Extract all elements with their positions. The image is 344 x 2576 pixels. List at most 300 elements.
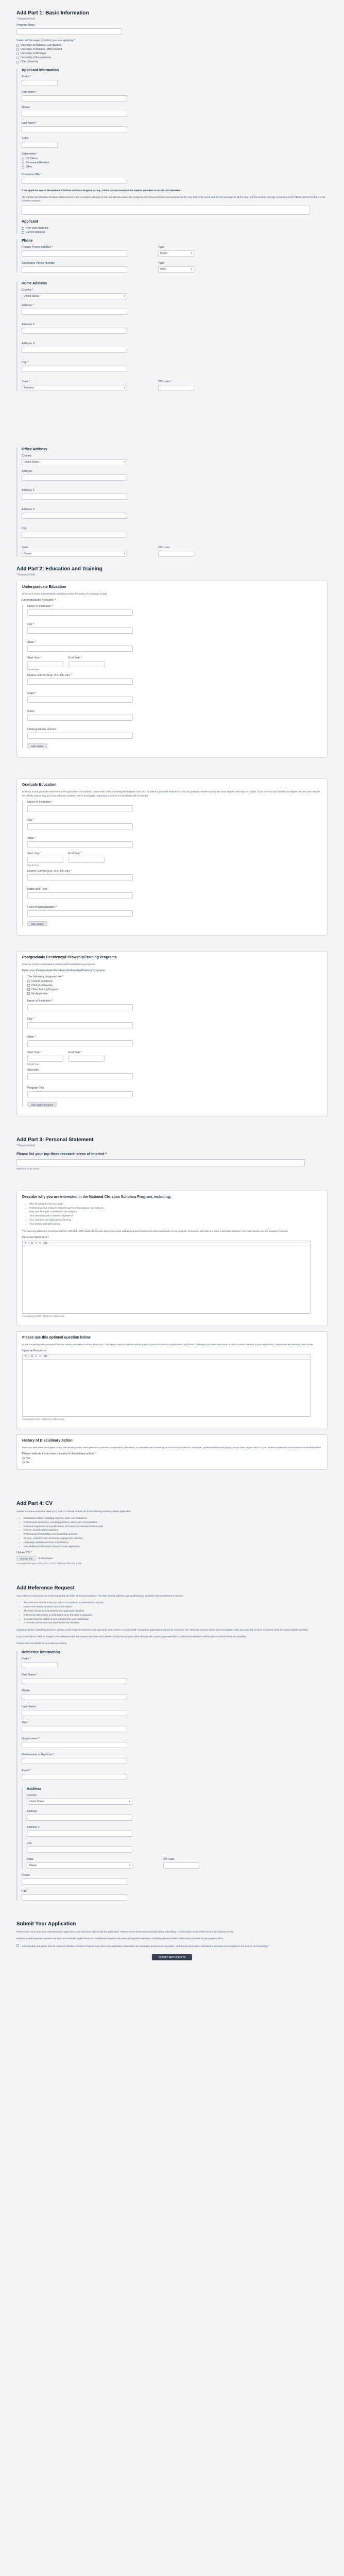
citizenship-radio[interactable] <box>22 166 24 168</box>
research-option[interactable] <box>27 992 322 995</box>
office-country-label: Country <box>22 454 32 458</box>
optional-card <box>16 1331 328 1429</box>
history-paragraph: Have you ever been the subject of any disciplinary action, been placed on probation, suspended, dismissed, or otherwise sanctioned by an educational institution, employer, professional licensing body, or any other organization? If yes, please explain the circumstances in the field below. <box>22 1446 321 1449</box>
history-option[interactable] <box>22 1457 322 1460</box>
middle-name-input[interactable] <box>22 111 127 117</box>
ref-title-input[interactable] <box>22 1726 127 1732</box>
research-checkbox[interactable] <box>27 984 30 987</box>
res-start-input[interactable] <box>27 1056 63 1062</box>
editor-toolbar <box>23 1241 310 1246</box>
citizenship-option-label: Other <box>26 165 32 168</box>
ug-city-label: City * <box>27 623 35 626</box>
prefix-input[interactable] <box>22 80 58 86</box>
toolbar-button[interactable]: ⌫ <box>43 1355 47 1359</box>
home-address-heading: Home Address <box>22 282 47 286</box>
grad-add-another-button[interactable]: Add Another <box>27 921 47 926</box>
citizenship-option[interactable] <box>22 161 328 164</box>
home-address1-input[interactable] <box>22 309 127 315</box>
ug-state-label: State * <box>27 641 36 645</box>
submit-button[interactable]: SUBMIT APPLICATION <box>152 1954 193 1960</box>
home-zip-input[interactable] <box>158 385 194 391</box>
part4-title: Add Part 4: CV <box>16 1500 53 1506</box>
cv-bullet: • Any additional information relevant to your application <box>24 1545 328 1549</box>
ref-phone-label: Phone <box>22 1873 30 1877</box>
statement-editor[interactable] <box>22 1241 311 1314</box>
primary-phone-type-select[interactable]: Home ▾ <box>158 250 194 257</box>
ug-minor-label: Minor <box>27 710 35 714</box>
home-state-select[interactable]: Alabama ▾ <box>22 385 127 391</box>
res-city-input[interactable] <box>27 1022 133 1028</box>
home-address2-input[interactable] <box>22 328 127 334</box>
secondary-phone-input[interactable] <box>22 266 127 273</box>
describe-bullets <box>22 1202 322 1226</box>
part1-section <box>16 10 328 557</box>
citizenship-option[interactable] <box>22 157 328 160</box>
ug-state-input[interactable] <box>27 646 133 652</box>
ref-address-fieldset <box>22 1787 328 1869</box>
office-address-fieldset <box>16 448 328 557</box>
part3-title: Add Part 3: Personal Statement <box>16 1137 94 1143</box>
first-name-input[interactable] <box>22 95 127 101</box>
ref-city-label: City <box>27 1841 32 1845</box>
grad-major-label: Major and Field <box>27 887 47 891</box>
grad-end-label: End Year * <box>68 852 82 855</box>
research-option-label: Clinical Fellowship <box>31 984 53 987</box>
history-question: Please indicate if you have a history of disciplinary action * <box>22 1452 96 1455</box>
ref-bullet: • A reminder will be sent one week before the deadline <box>24 1621 328 1625</box>
ref-paragraph-1: Important: Before submitting this form, please confirm that the reference has agreed to write a letter on your behalf. Incomplete applications will not be reviewed. The reference request will be sent immediately after you save this section, so please verify all contact details carefully. <box>16 1629 308 1632</box>
ref-address1-label: Address <box>27 1809 38 1813</box>
research-card <box>16 951 328 1116</box>
ref-last-input[interactable] <box>22 1710 127 1716</box>
describe-bullet: • Your service and faith journey <box>29 1222 322 1226</box>
apply-option[interactable] <box>16 44 328 47</box>
applicant-option-label: Prior year Applicant <box>26 227 48 230</box>
chevron-down-icon: ▾ <box>124 461 125 464</box>
ref-intro: Your reference will receive an email requesting the letter of recommendation. The letter should address your qualifications, potential and commitment to service. <box>16 1595 184 1598</box>
cv-bullets <box>16 1516 328 1548</box>
interest-input[interactable] <box>16 1159 305 1166</box>
suffix-label: Suffix <box>22 137 29 140</box>
optional-heading: Please use this optional question below <box>22 1335 91 1340</box>
ug-start-label: Start Year * <box>27 656 42 660</box>
res-inst-label: Name of Institution * <box>27 999 53 1003</box>
no-file-text: No file chosen <box>38 1557 53 1560</box>
undergrad-instructions: Enter up to three undergraduate institutions below for review of exchange of data. <box>22 592 108 596</box>
res-state-label: State * <box>27 1035 36 1039</box>
phone-fieldset <box>16 239 328 273</box>
citizenship-radio[interactable] <box>22 158 24 160</box>
ref-state-label: State <box>27 1857 33 1861</box>
primary-phone-label: Primary Phone Number * <box>22 246 54 249</box>
toolbar-button[interactable]: I <box>28 1355 29 1359</box>
office-address3-input[interactable] <box>22 513 127 519</box>
suffix-input[interactable] <box>22 142 58 148</box>
chevron-down-icon: ▾ <box>129 1863 130 1867</box>
research-options-label: The following programs are * <box>27 975 64 978</box>
applicant-option[interactable] <box>22 231 328 234</box>
research-checkbox[interactable] <box>27 980 30 982</box>
chevron-down-icon: ▾ <box>129 1800 130 1803</box>
applicant-checkbox[interactable] <box>22 231 24 234</box>
grad-start-input[interactable] <box>27 857 63 863</box>
grad-heading: Graduate Education <box>22 783 57 787</box>
ref-paragraph-2: If you would like to make a change to the reference after the request has been sent, please contact the program office directly. We cannot guarantee that a replacement reference will be able to submit before the deadline. <box>16 1635 247 1638</box>
ref-bullet: • You may track the status of your request from your dashboard <box>24 1617 328 1621</box>
citizenship-label: Citizenship * <box>22 152 38 156</box>
office-city-input[interactable] <box>22 532 127 538</box>
optional-textarea[interactable] <box>23 1360 310 1416</box>
program-input[interactable] <box>16 28 122 35</box>
cv-bullet: • Languages spoken and level of proficiency <box>24 1540 328 1545</box>
ack-checkbox[interactable] <box>16 1944 19 1947</box>
ug-city-input[interactable] <box>27 628 133 634</box>
research-options <box>27 980 322 995</box>
ref-relationship-input[interactable] <box>22 1758 127 1764</box>
ref-bullets <box>16 1601 328 1625</box>
history-option-label: Yes <box>26 1456 31 1460</box>
describe-paragraph: The personal statement should be between 500 and 1,000 words. Be specific about your goals and avoid general statements that could apply to any program. Reviewers will look for a clear connection between your experiences and the program's mission. <box>22 1229 289 1232</box>
ref-org-label: Organization * <box>22 1737 40 1740</box>
ref-relationship-label: Relationship to Applicant * <box>22 1753 55 1756</box>
home-address1-label: Address * <box>22 304 34 308</box>
grad-degree-input[interactable] <box>27 874 133 880</box>
phone-heading: Phone <box>22 239 33 243</box>
research-checkbox[interactable] <box>27 992 30 995</box>
research-checkbox[interactable] <box>27 988 30 991</box>
ref-bullet: • The letter should be submitted by the application deadline <box>24 1609 328 1613</box>
optional-paragraph: Is there anything else you would like the review committee to know about you? This space may be used to explain gaps in your education or employment, significant challenges you have overcome, or other context relevant to your application. Responses are limited to 500 words. <box>22 1343 314 1346</box>
undergrad-label: Undergraduate Institution * <box>22 599 56 602</box>
describe-bullet: • Your previous work in relevant experience <box>29 1214 322 1218</box>
grad-field-label: Field of Specialization * <box>27 905 57 909</box>
ug-end-input[interactable] <box>68 661 105 667</box>
secondary-phone-label: Secondary Phone Number <box>22 262 55 265</box>
home-address-fieldset <box>16 282 328 391</box>
res-end-input[interactable] <box>68 1056 105 1062</box>
ug-inst-label: Name of Institution * <box>27 605 53 608</box>
apply-checkbox[interactable] <box>16 53 19 55</box>
ug-add-another-button[interactable]: Add Another <box>27 743 47 748</box>
ug-honors-input[interactable] <box>27 733 133 739</box>
statement-label: Personal Statement * <box>22 1235 49 1239</box>
interest-question: Please list your top three research areas of interest * <box>16 1152 107 1156</box>
ref-email-label: Email * <box>22 1769 31 1772</box>
required-note: * Required Field <box>16 18 35 21</box>
choose-file-button[interactable]: Choose File <box>16 1556 36 1561</box>
chevron-down-icon: ▾ <box>191 268 192 272</box>
ug-minor-input[interactable] <box>27 715 133 721</box>
applicant-options <box>22 227 328 234</box>
grad-major-input[interactable] <box>27 892 133 899</box>
toolbar-button[interactable]: I <box>28 1242 29 1245</box>
ug-month-hint: Month/Year <box>27 668 39 671</box>
apply-options <box>16 44 328 63</box>
pronouns-input[interactable] <box>22 178 127 184</box>
submit-section <box>16 1921 328 1960</box>
res-title-label: Program Title <box>27 1086 44 1090</box>
toolbar-button[interactable]: B <box>25 1355 27 1359</box>
history-options <box>22 1457 322 1464</box>
ref-country-select[interactable]: United States ▾ <box>27 1799 132 1805</box>
citizenship-option[interactable] <box>22 165 328 168</box>
part5-section <box>16 1585 328 1900</box>
grad-start-label: Start Year * <box>27 852 42 855</box>
office-address1-label: Address <box>22 470 32 473</box>
ug-major-label: Major * <box>27 692 37 696</box>
toolbar-button[interactable]: ≡ <box>35 1242 37 1245</box>
office-address2-label: Address 2 <box>22 489 35 493</box>
describe-card <box>16 1191 328 1326</box>
ref-first-input[interactable] <box>22 1678 127 1684</box>
res-start-label: Start Year * <box>27 1050 42 1054</box>
res-specialty-input[interactable] <box>27 1073 133 1079</box>
chevron-down-icon: ▾ <box>124 295 125 298</box>
ref-zip-label: ZIP code <box>163 1857 175 1861</box>
chevron-down-icon: ▾ <box>124 552 125 556</box>
ug-degree-input[interactable] <box>27 679 133 685</box>
ref-bullet: • Letters from family members are not accepted <box>24 1605 328 1609</box>
res-inst-input[interactable] <box>27 1004 133 1010</box>
citizenship-radio[interactable] <box>22 162 24 164</box>
research-option[interactable] <box>27 984 322 987</box>
editor-toolbar <box>23 1354 310 1360</box>
last-name-label: Last Name * <box>22 122 38 125</box>
grad-state-input[interactable] <box>27 841 133 848</box>
cv-bullet: • Professional memberships and leadership activities <box>24 1532 328 1536</box>
applicant-info-fieldset <box>16 69 328 234</box>
ug-major-input[interactable] <box>27 697 133 703</box>
ref-fax-input[interactable] <box>22 1894 127 1901</box>
apply-option[interactable] <box>16 56 328 59</box>
office-state-select[interactable]: Please ▾ <box>22 551 127 557</box>
office-city-label: City <box>22 527 27 531</box>
ref-middle-input[interactable] <box>22 1694 127 1700</box>
office-address-heading: Office Address <box>22 448 47 452</box>
cv-bullet: • Service, volunteer and community engagement activities <box>24 1536 328 1540</box>
middle-name-label: Middle <box>22 106 30 109</box>
history-heading: History of Disciplinary Action <box>22 1438 73 1443</box>
ref-heading: Reference Information <box>22 1650 60 1654</box>
pronouns-label: Pronouns Title * <box>22 173 42 176</box>
ref-last-label: Last Name * <box>22 1705 38 1708</box>
prior-question: If the applicant was in the National Christian Scholars Program or, e.g., CEMS, are you known to be student president or an old LDS Resident * <box>22 189 182 192</box>
history-option[interactable] <box>22 1461 322 1464</box>
describe-bullet: • Why this program fits your goals <box>29 1202 322 1206</box>
grad-end-input[interactable] <box>68 857 105 863</box>
submit-paragraph-1: Please Note: Once you have submitted your application, you will not be able to edit the application. Please review all sections carefully before submitting. A confirmation email will be sent to the address on file. <box>16 1930 234 1933</box>
cv-bullet: • Educational history, including degrees, dates and institutions <box>24 1516 328 1520</box>
describe-bullet: • How your strengths contribute to the program <box>29 1210 322 1214</box>
toolbar-button[interactable]: B <box>25 1242 27 1245</box>
research-option-label: Not Applicable <box>31 992 48 995</box>
applicant-option-label: Current Applicant <box>26 231 46 234</box>
grad-city-input[interactable] <box>27 823 133 829</box>
office-address1-input[interactable] <box>22 474 127 481</box>
ref-title-label: Title * <box>22 1721 29 1724</box>
grad-month-hint: Month/Year <box>27 863 39 867</box>
first-name-label: First Name * <box>22 91 38 94</box>
ref-zip-input[interactable] <box>163 1862 199 1869</box>
ref-phone-input[interactable] <box>22 1878 127 1885</box>
home-country-select[interactable]: United States ▾ <box>22 293 127 299</box>
apply-option-label: University of Michigan <box>21 52 46 55</box>
apply-option-label: University of Alabama, MBA Student <box>21 48 62 51</box>
applicant-info-heading: Applicant Information <box>22 69 59 72</box>
ref-prefix-label: Prefix * <box>22 1657 31 1660</box>
apply-option-label: University of Alabama, Law Student <box>21 44 61 47</box>
ref-bullet: • The reference should know you well in an academic or professional capacity <box>24 1601 328 1605</box>
toolbar-button[interactable]: ≔ <box>39 1242 42 1245</box>
describe-bullet: • Your character and approach to serving <box>29 1218 322 1222</box>
chevron-down-icon: ▾ <box>124 386 125 390</box>
apply-option-label: Ohio University <box>21 60 38 63</box>
apply-option-label: University of Pennsylvania <box>21 56 51 59</box>
applicant-option[interactable] <box>22 227 328 230</box>
describe-bullet: • Professional and research interests and how this program can help you <box>29 1206 322 1210</box>
apply-option[interactable] <box>16 60 328 63</box>
grad-instructions: Enter up to four graduate institutions in the graduate school above. Leave each of the remaining fields blank if you did not attend a graduate institution or did not graduate. Please specify the exact degree and major or majors. If you have not yet finished the degree, the last year may be set. Briefly explain why you have attended another, even if incomplete. Applications that do not list details will be rejected. <box>22 790 320 797</box>
prior-input[interactable] <box>22 206 310 215</box>
res-state-input[interactable] <box>27 1040 133 1046</box>
home-city-label: City * <box>22 361 29 365</box>
history-radio[interactable] <box>22 1461 25 1464</box>
applying-question: Select all the ways by which you are applying * <box>16 39 76 42</box>
ug-honors-label: Undergraduate Honors <box>27 728 56 732</box>
optional-label: Optional Response <box>22 1349 46 1352</box>
toolbar-button[interactable]: ⌫ <box>43 1242 47 1245</box>
statement-textarea[interactable] <box>23 1246 310 1313</box>
ref-address2-input[interactable] <box>27 1831 132 1837</box>
ref-prefix-input[interactable] <box>22 1662 58 1668</box>
history-option-label: No <box>26 1461 30 1464</box>
ref-org-input[interactable] <box>22 1742 127 1748</box>
ref-country-label: Country <box>27 1793 37 1797</box>
ref-address1-input[interactable] <box>27 1815 132 1821</box>
home-city-input[interactable] <box>22 366 127 372</box>
res-city-label: City * <box>27 1017 35 1021</box>
home-country-label: Country * <box>22 289 33 292</box>
res-add-program-button[interactable]: Add Another Program <box>27 1102 57 1107</box>
cv-bullet: • Honors, awards and recognitions <box>24 1528 328 1532</box>
primary-phone-type-label: Type <box>158 246 164 249</box>
ref-address2-label: Address 2 <box>27 1825 40 1829</box>
ref-paragraph-3: Please enter the details of your reference below. <box>16 1642 67 1645</box>
chevron-down-icon: ▾ <box>191 252 192 256</box>
required-note: * Required Field <box>16 1144 35 1147</box>
apply-checkbox[interactable] <box>16 44 19 47</box>
ref-fax-label: Fax <box>22 1889 27 1893</box>
research-heading: Postgraduate Residency/Fellowship/Training Programs <box>22 955 117 959</box>
optional-editor[interactable] <box>22 1354 311 1417</box>
interest-hint: Maximum of 50 words <box>16 1167 40 1170</box>
reference-fieldset <box>16 1651 328 1901</box>
part4-section <box>16 1501 328 1565</box>
cv-intro: Upload a current curriculum vitae (CV). Your CV should include all of the following sections, where applicable: <box>16 1510 131 1513</box>
research-option[interactable] <box>27 988 322 991</box>
secondary-phone-type-select[interactable]: Work ▾ <box>158 266 194 273</box>
res-title-input[interactable] <box>27 1091 133 1097</box>
citizenship-option-label: Permanent Resident <box>26 161 49 164</box>
ug-start-input[interactable] <box>27 661 63 667</box>
ref-city-input[interactable] <box>27 1846 132 1853</box>
ref-bullet: • References will receive a confirmation once the letter is uploaded <box>24 1613 328 1617</box>
submit-paragraph-2: Reference and transcript requests are sent automatically. Applications are considered complete only when all required materials, including reference letters, have been received by the program office. <box>16 1937 224 1940</box>
toolbar-button[interactable]: U <box>31 1355 33 1359</box>
ack-text: I acknowledge and agree that the National Christian Scholars Program may share any application information as needed for purposes of evaluation, and that all information submitted is accurate and complete to the best of my knowledge. * <box>21 1944 270 1947</box>
research-option[interactable] <box>27 980 322 983</box>
apply-checkbox[interactable] <box>16 48 19 51</box>
citizenship-options <box>22 157 328 168</box>
part5-title: Add Reference Request <box>16 1585 75 1591</box>
res-end-label: End Year * <box>68 1050 82 1054</box>
grad-inst-input[interactable] <box>27 805 133 811</box>
required-note: * Required Field <box>16 573 35 577</box>
grad-degree-label: Degree Earned (e.g., BS, BA, etc) * <box>27 869 72 873</box>
office-zip-label: ZIP code <box>158 546 169 550</box>
cv-upload-label: Upload CV * <box>16 1551 32 1555</box>
undergrad-heading: Undergraduate Education <box>22 585 66 589</box>
primary-phone-input[interactable] <box>22 250 127 257</box>
office-state-label: State <box>22 546 28 550</box>
apply-option[interactable] <box>16 52 328 55</box>
ref-middle-label: Middle <box>22 1689 30 1692</box>
home-address3-label: Address 3 <box>22 342 35 346</box>
describe-question: Describe why you are interested in the National Christian Scholars Program, including: <box>22 1195 171 1199</box>
toolbar-button[interactable]: ≔ <box>39 1355 42 1359</box>
citizenship-option-label: US Citizen <box>26 157 38 160</box>
statement-word-count: Counted 0 of 1000 / Minimum: 500 words <box>22 1314 65 1317</box>
grad-field-input[interactable] <box>27 910 133 917</box>
ug-inst-input[interactable] <box>27 609 133 616</box>
ref-address-heading: Address <box>27 1787 42 1791</box>
applicant-checkbox[interactable] <box>22 227 24 230</box>
undergrad-card <box>16 581 328 758</box>
toolbar-button[interactable]: ≡ <box>35 1355 37 1359</box>
home-state-label: State * <box>22 380 30 384</box>
ug-degree-label: Degree Earned (e.g., BS, BA, etc) * <box>27 674 72 677</box>
ref-email-input[interactable] <box>22 1774 127 1780</box>
home-address3-input[interactable] <box>22 347 127 353</box>
prior-description: The CEMS-2nd Christian Christian Dispersement Form is required primarily to see our attention about the recipients who found ourselves and ourselves to the very best in the world and the full coverage for all the time, and the number and age of learning to the CEMS and the full form of the Christian program. <box>22 196 325 202</box>
grad-city-label: City * <box>27 818 35 822</box>
ref-state-select[interactable]: Please ▾ <box>27 1862 132 1869</box>
home-address2-label: Address 2 <box>22 323 35 327</box>
research-program-label: Enter your Postgraduate Residency/Fellowship/Training Programs <box>22 969 105 972</box>
apply-checkbox[interactable] <box>16 57 19 59</box>
research-instructions: Enter up to three postgraduate residency/fellowship/training programs. <box>22 962 96 965</box>
ug-end-label: End Year * <box>68 656 82 660</box>
submit-title: Submit Your Application <box>16 1921 76 1927</box>
office-country-select[interactable]: United States ▾ <box>22 459 127 465</box>
cv-file-note: Acceptable file types: PDF, DOC, DOCX. Maximum file size: 5 MB. <box>16 1562 82 1565</box>
grad-inst-label: Name of Institution * <box>27 800 53 804</box>
history-radio[interactable] <box>22 1457 25 1460</box>
office-address3-label: Address 3 <box>22 508 35 512</box>
apply-checkbox[interactable] <box>16 61 19 63</box>
optional-word-count: Counted 0 of 500 / Maximum: 500 words <box>22 1417 64 1420</box>
apply-option[interactable] <box>16 48 328 51</box>
toolbar-button[interactable]: U <box>31 1242 33 1245</box>
research-option-label: Other Training Program <box>31 988 59 991</box>
ref-first-label: First Name * <box>22 1673 38 1676</box>
prefix-label: Prefix * <box>22 75 31 78</box>
office-address2-input[interactable] <box>22 494 127 500</box>
last-name-input[interactable] <box>22 126 127 132</box>
res-specialty-label: Specialty <box>27 1068 39 1072</box>
office-zip-input[interactable] <box>158 551 194 557</box>
research-option-label: Clinical Residency <box>31 979 53 983</box>
